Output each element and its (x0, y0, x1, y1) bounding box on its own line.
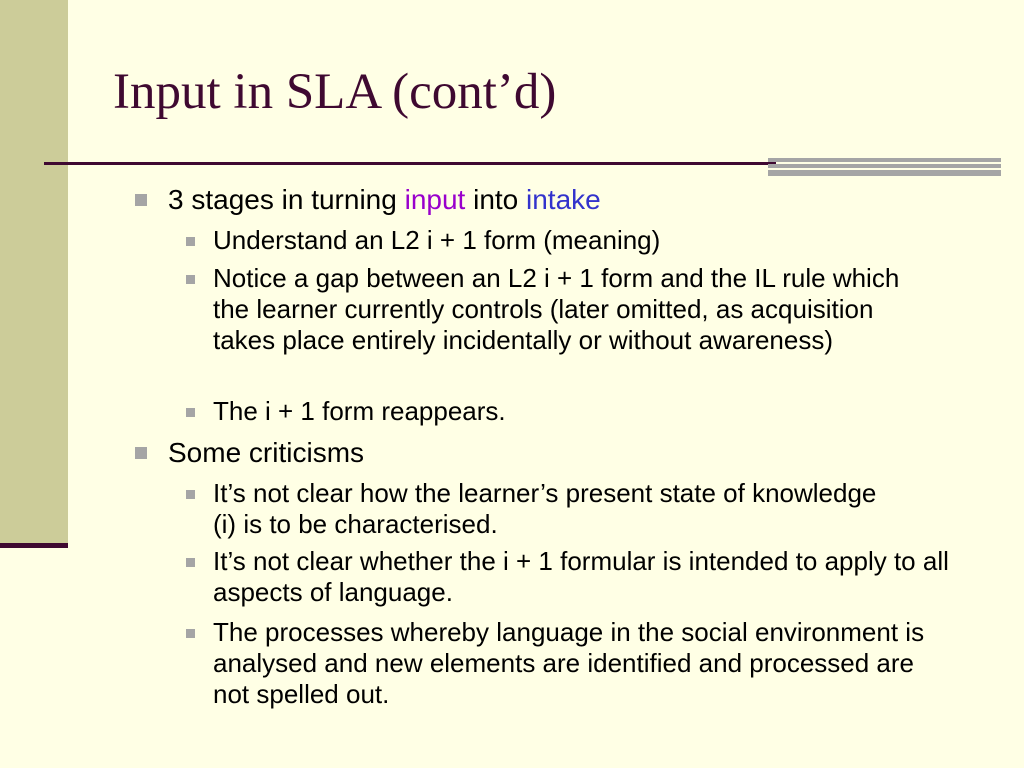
bullet-item-criticisms: Some criticisms (168, 437, 365, 468)
sub-bullet-square-icon (186, 237, 195, 246)
keyword-intake: intake (526, 184, 601, 215)
left-band-underline (0, 543, 68, 548)
sub-bullet-square-icon (186, 629, 195, 638)
sub-bullet-item: Notice a gap between an L2 i + 1 form and the IL rule which the learner currently controls (later omitted, as acquisition takes place entirely incidentally or without awareness) (213, 263, 900, 355)
sub-bullet-item: The i + 1 form reappears. (213, 396, 506, 426)
sub-bullet-item: It’s not clear how the learner’s present state of knowledge (i) is to be characterised. (213, 478, 877, 539)
title-underline (44, 162, 776, 165)
bullet-square-icon (135, 194, 147, 206)
bullet-text: into (465, 184, 527, 215)
bullet-item-stages (168, 184, 601, 215)
decorative-bar (768, 158, 1001, 162)
bullet-square-icon (135, 447, 147, 459)
bullet-text: 3 stages in turning (168, 184, 405, 215)
sub-bullet-square-icon (186, 490, 195, 499)
sub-bullet-square-icon (186, 275, 195, 284)
sub-bullet-item: It’s not clear whether the i + 1 formular is intended to apply to all aspects of language. (213, 546, 949, 607)
sub-bullet-item: Understand an L2 i + 1 form (meaning) (213, 225, 661, 255)
decorative-bars (768, 158, 1001, 176)
sub-bullet-item: The processes whereby language in the social environment is analysed and new elements are identified and processed are not spelled out. (213, 617, 925, 709)
decorative-bar (768, 164, 1001, 168)
sub-bullet-square-icon (186, 408, 195, 417)
slide-title: Input in SLA (cont’d) (113, 64, 557, 120)
left-decorative-band (0, 0, 68, 543)
sub-bullet-square-icon (186, 558, 195, 567)
decorative-bar (768, 170, 1001, 176)
keyword-input: input (404, 184, 466, 215)
